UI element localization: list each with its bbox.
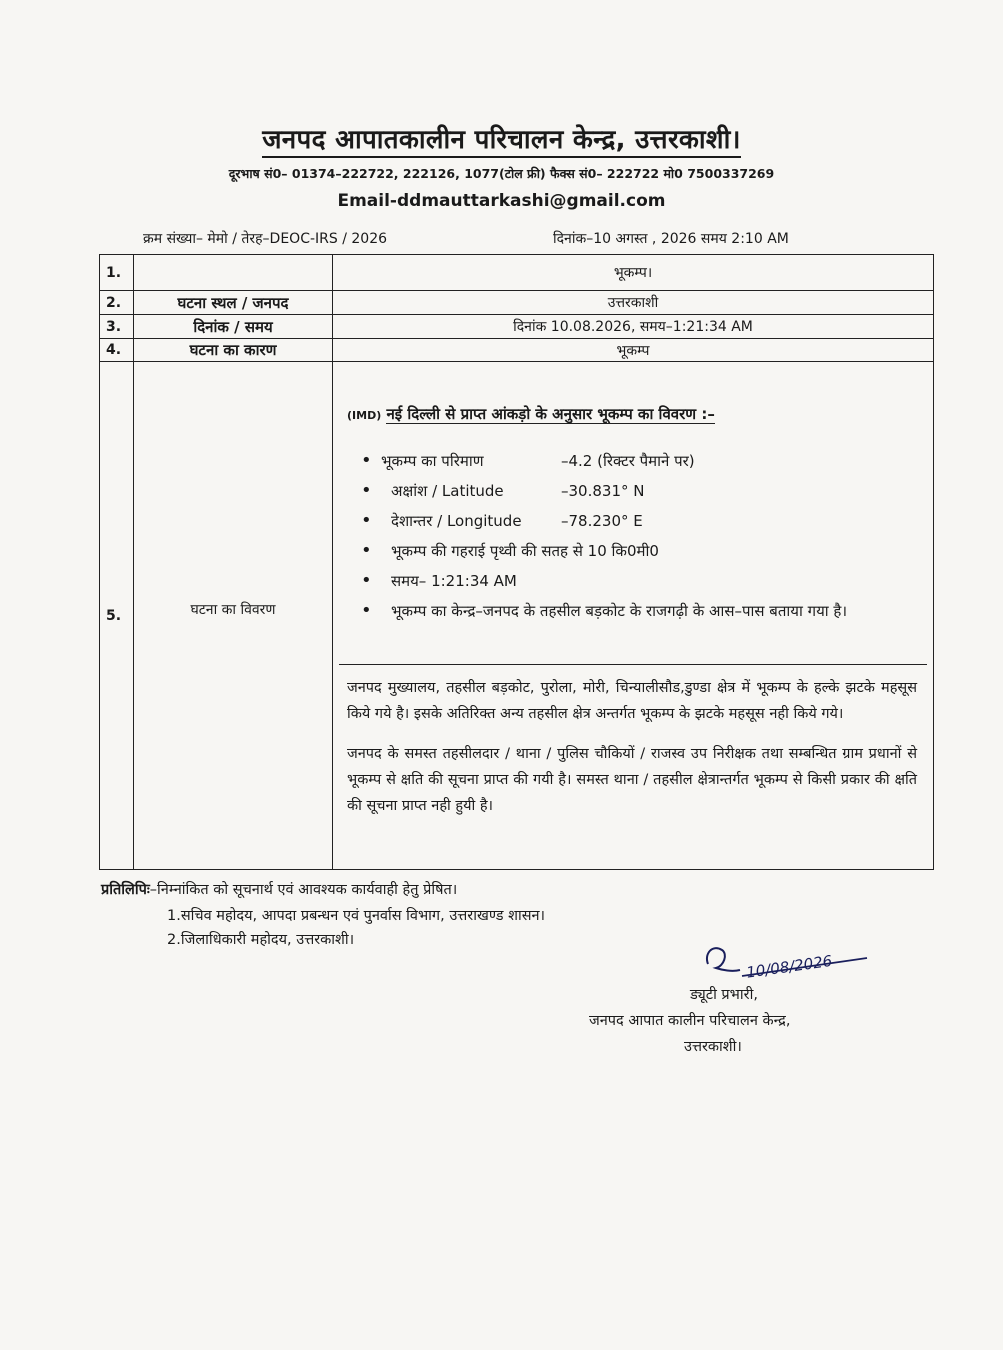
row-label: दिनांक / समय	[134, 315, 333, 339]
detail-value: –78.230° E	[561, 512, 643, 530]
signatory-place: उत्तरकाशी।	[684, 1039, 742, 1055]
table-row	[100, 255, 934, 291]
table-row	[100, 315, 934, 339]
table-row	[100, 339, 934, 362]
row-number: 2.	[100, 291, 134, 315]
detail-value: –4.2 (रिक्टर पैमाने पर)	[561, 452, 695, 470]
detail-key: देशान्तर / Longitude	[391, 512, 522, 530]
detail-value: –30.831° N	[561, 482, 645, 500]
row-label: घटना स्थल / जनपद	[134, 291, 333, 315]
detail-value: समय– 1:21:34 AM	[391, 572, 517, 590]
list-item	[359, 598, 919, 624]
table-row	[100, 291, 934, 315]
detail-key: भूकम्प का परिमाण	[381, 452, 484, 470]
copy-recipient: 2.जिलाधिकारी महोदय, उत्तरकाशी।	[167, 932, 355, 948]
detail-value: • भूकम्प का केन्द्र–जनपद के तहसील बड़कोट के राजगढ़ी के आस–पास बताया गया है।	[391, 602, 848, 620]
list-item	[359, 508, 919, 538]
copy-label: प्रतिलिपिः	[101, 882, 150, 898]
handwritten-date: 10/08/2026	[745, 951, 834, 982]
date-time: दिनांक–10 अगस्त , 2026 समय 2:10 AM	[553, 231, 789, 247]
row-value: उत्तरकाशी	[333, 291, 934, 315]
signatory-designation: ड्यूटी प्रभारी,	[690, 987, 758, 1003]
paragraph-felt-areas: जनपद मुख्यालय, तहसील बड़कोट, पुरोला, मोरी, चिन्यालीसौड,डुण्डा क्षेत्र में भूकम्प के हल्के झटके महसूस किये गये है। इसके अतिरिक्त अन्य तहसील क्षेत्र अन्तर्गत भूकम्प के झटके महसूस नही किये गये।	[347, 680, 917, 722]
detail-key: अक्षांश / Latitude	[391, 482, 504, 500]
detail-label: घटना का विवरण	[190, 602, 276, 618]
signatory-office: जनपद आपात कालीन परिचालन केन्द्र,	[589, 1013, 791, 1029]
detail-cell	[333, 362, 934, 870]
row-number: 4.	[100, 339, 134, 362]
row-number: 5.	[100, 362, 134, 870]
paragraph-damage-report: जनपद के समस्त तहसीलदार / थाना / पुलिस चौकियों / राजस्व उप निरीक्षक तथा सम्बन्धित ग्राम प्रधानों से भूकम्प से क्षति की सूचना प्राप्त की गयी है। समस्त थाना / तहसील क्षेत्रान्तर्गत भूकम्प से किसी प्रकार की क्षति की सूचना प्राप्त नही हुयी है।	[347, 746, 917, 814]
row-number: 1.	[100, 255, 134, 291]
imd-prefix: (IMD)	[347, 409, 382, 422]
row-number: 3.	[100, 315, 134, 339]
memo-number: क्रम संख्या– मेमो / तेरह–DEOC-IRS / 2026	[143, 231, 388, 247]
copy-to-line	[101, 879, 457, 899]
office-title: जनपद आपातकालीन परिचालन केन्द्र, उत्तरकाशी।	[0, 120, 1003, 156]
earthquake-details-list	[359, 448, 919, 624]
row-value: दिनांक 10.08.2026, समय–1:21:34 AM	[333, 315, 934, 339]
handwritten-signature	[702, 936, 872, 986]
contact-line: दूरभाष सं0– 01374–222722, 222126, 1077(टोल फ्री) फैक्स सं0– 222722 मो0 7500337269	[228, 166, 775, 181]
detail-value: भूकम्प की गहराई पृथ्वी की सतह से 10 कि0मी0	[391, 542, 659, 560]
list-item	[359, 568, 919, 598]
row-label: घटना का कारण	[134, 339, 333, 362]
list-item	[359, 448, 919, 478]
row-value: भूकम्प	[333, 339, 934, 362]
row-value: भूकम्प।	[333, 255, 934, 291]
email-line: Email-ddmauttarkashi@gmail.com	[337, 191, 666, 211]
incident-table	[99, 254, 934, 870]
table-row	[100, 362, 934, 870]
copy-recipient: 1.सचिव महोदय, आपदा प्रबन्धन एवं पुनर्वास विभाग, उत्तराखण्ड शासन।	[167, 908, 546, 924]
report-paragraphs	[339, 665, 927, 819]
copy-text: –निम्नांकित को सूचनार्थ एवं आवश्यक कार्यवाही हेतु प्रेषित।	[149, 882, 458, 898]
list-item	[359, 538, 919, 568]
row-label	[134, 255, 333, 291]
list-item	[359, 478, 919, 508]
imd-heading-text: नई दिल्ली से प्राप्त आंकड़ो के अनुसार भूकम्प का विवरण :–	[386, 405, 715, 423]
row-label	[134, 362, 333, 870]
imd-heading	[347, 404, 715, 424]
imd-section	[339, 398, 927, 665]
